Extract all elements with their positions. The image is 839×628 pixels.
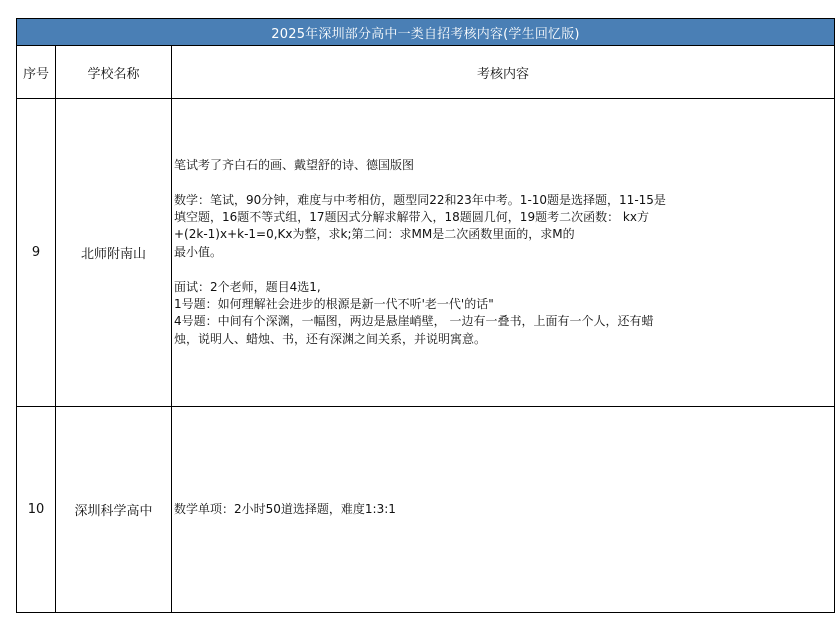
- school-name-cell[interactable]: 深圳科学高中: [56, 407, 172, 613]
- header-content[interactable]: 考核内容: [172, 46, 835, 99]
- content-cell[interactable]: [172, 407, 835, 613]
- table-title[interactable]: 2025年深圳部分高中一类自招考核内容(学生回忆版): [17, 19, 835, 46]
- content-cell[interactable]: [172, 99, 835, 407]
- table-row: [17, 407, 835, 613]
- content-line: 数学：笔试，90分钟，难度与中考相仿，题型同22和23年中考。1-10题是选择题，11-15是: [174, 192, 666, 207]
- header-index[interactable]: 序号: [17, 46, 56, 99]
- content-line: [174, 261, 832, 278]
- content-line: 烛，说明人、蜡烛、书，还有深渊之间关系，并说明寓意。: [174, 331, 487, 346]
- table-row: [17, 99, 835, 407]
- content-line: 数学单项：2小时50道选择题，难度1:3:1: [174, 501, 396, 516]
- title-row: [17, 19, 835, 46]
- content-line: +(2k-1)x+k-1=0,Kx为整，求k;第二问：求MM是二次函数里面的，求M的: [174, 227, 575, 242]
- admission-table: [16, 18, 835, 613]
- header-row: [17, 46, 835, 99]
- school-name-cell[interactable]: 北师附南山: [56, 99, 172, 407]
- header-school[interactable]: 学校名称: [56, 46, 172, 99]
- content-line: 4号题：中间有个深渊，一幅图，两边是悬崖峭壁， 一边有一叠书，上面有一个人，还有蜡: [174, 314, 654, 329]
- content-line: 面试：2个老师，题目4选1,: [174, 279, 321, 294]
- content-line: 1号题：如何理解社会进步的根源是新一代不听'老一代'的话": [174, 297, 494, 311]
- content-line: 最小值。: [174, 244, 223, 259]
- content-line: 笔试考了齐白石的画、戴望舒的诗、德国版图: [174, 157, 415, 172]
- row-index-cell[interactable]: 9: [17, 99, 56, 407]
- content-line: [174, 174, 832, 191]
- row-index-cell[interactable]: 10: [17, 407, 56, 613]
- content-line: 填空题，16题不等式组，17题因式分解求解带入，18题圆几何，19题考二次函数： kx方: [174, 209, 649, 224]
